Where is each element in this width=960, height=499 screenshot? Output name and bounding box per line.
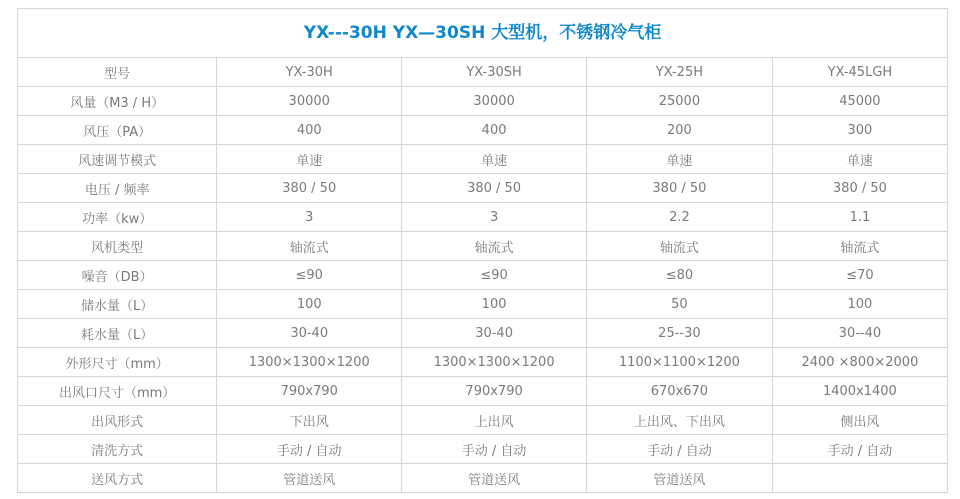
- table-row: [18, 377, 947, 406]
- spec-value-cell: 790x790: [402, 377, 587, 406]
- table-row: [18, 464, 947, 493]
- spec-value-cell: ≤90: [217, 261, 402, 290]
- table-row: [18, 145, 947, 174]
- table-row: [18, 406, 947, 435]
- spec-value-cell: 管道送风: [587, 464, 773, 493]
- spec-value-cell: 790x790: [217, 377, 402, 406]
- header-cell-model: YX-30SH: [402, 58, 587, 87]
- table-row: [18, 435, 947, 464]
- spec-value-cell: 手动 / 自动: [587, 435, 773, 464]
- spec-value-cell: 1100×1100×1200: [587, 348, 773, 377]
- spec-value-cell: 30000: [217, 87, 402, 116]
- spec-value-cell: 200: [587, 116, 773, 145]
- spec-value-cell: ≤70: [772, 261, 947, 290]
- spec-value-cell: 侧出风: [772, 406, 947, 435]
- spec-value-cell: 100: [772, 290, 947, 319]
- row-label: 风速调节模式: [18, 145, 217, 174]
- spec-value-cell: 3: [402, 203, 587, 232]
- header-cell-model: YX-45LGH: [772, 58, 947, 87]
- spec-value-cell: 1300×1300×1200: [402, 348, 587, 377]
- spec-value-cell: ≤80: [587, 261, 773, 290]
- spec-value-cell: 100: [402, 290, 587, 319]
- spec-value-cell: 50: [587, 290, 773, 319]
- table-row: [18, 116, 947, 145]
- table-header-row: [18, 58, 947, 87]
- spec-value-cell: 30000: [402, 87, 587, 116]
- row-label: 出风形式: [18, 406, 217, 435]
- spec-value-cell: 手动 / 自动: [217, 435, 402, 464]
- spec-value-cell: 30-40: [402, 319, 587, 348]
- spec-value-cell: 管道送风: [402, 464, 587, 493]
- spec-value-cell: [772, 464, 947, 493]
- spec-value-cell: 1400x1400: [772, 377, 947, 406]
- table-row: [18, 319, 947, 348]
- row-label: 出风口尺寸（mm）: [18, 377, 217, 406]
- spec-value-cell: 轴流式: [772, 232, 947, 261]
- spec-value-cell: 下出风: [217, 406, 402, 435]
- spec-value-cell: 3: [217, 203, 402, 232]
- table-row: [18, 348, 947, 377]
- row-label: 清洗方式: [18, 435, 217, 464]
- spec-value-cell: 1300×1300×1200: [217, 348, 402, 377]
- spec-value-cell: 单速: [587, 145, 773, 174]
- spec-value-cell: 380 / 50: [217, 174, 402, 203]
- spec-value-cell: 670x670: [587, 377, 773, 406]
- spec-value-cell: 单速: [402, 145, 587, 174]
- spec-value-cell: 轴流式: [217, 232, 402, 261]
- spec-value-cell: 手动 / 自动: [772, 435, 947, 464]
- row-label: 功率（kw）: [18, 203, 217, 232]
- spec-value-cell: 100: [217, 290, 402, 319]
- spec-value-cell: 轴流式: [587, 232, 773, 261]
- row-label: 储水量（L）: [18, 290, 217, 319]
- spec-value-cell: 手动 / 自动: [402, 435, 587, 464]
- spec-value-cell: 单速: [772, 145, 947, 174]
- row-label: 送风方式: [18, 464, 217, 493]
- row-label: 风机类型: [18, 232, 217, 261]
- row-label: 噪音（DB）: [18, 261, 217, 290]
- spec-value-cell: 25000: [587, 87, 773, 116]
- spec-value-cell: 400: [217, 116, 402, 145]
- spec-panel: [17, 8, 948, 493]
- spec-table-body: [18, 87, 947, 493]
- table-row: [18, 203, 947, 232]
- spec-value-cell: ≤90: [402, 261, 587, 290]
- spec-value-cell: 25--30: [587, 319, 773, 348]
- header-cell-label: 型号: [18, 58, 217, 87]
- table-row: [18, 232, 947, 261]
- row-label: 电压 / 频率: [18, 174, 217, 203]
- header-cell-model: YX-25H: [587, 58, 773, 87]
- row-label: 风量（M3 / H）: [18, 87, 217, 116]
- table-row: [18, 87, 947, 116]
- page-title: YX---30H YX—30SH 大型机，不锈钢冷气柜: [18, 9, 947, 58]
- spec-value-cell: 400: [402, 116, 587, 145]
- spec-value-cell: 1.1: [772, 203, 947, 232]
- spec-value-cell: 30-40: [217, 319, 402, 348]
- spec-value-cell: 380 / 50: [772, 174, 947, 203]
- spec-value-cell: 30--40: [772, 319, 947, 348]
- spec-value-cell: 轴流式: [402, 232, 587, 261]
- header-cell-model: YX-30H: [217, 58, 402, 87]
- spec-value-cell: 380 / 50: [402, 174, 587, 203]
- table-row: [18, 290, 947, 319]
- spec-value-cell: 45000: [772, 87, 947, 116]
- spec-value-cell: 2.2: [587, 203, 773, 232]
- spec-value-cell: 上出风、下出风: [587, 406, 773, 435]
- spec-value-cell: 2400 ×800×2000: [772, 348, 947, 377]
- row-label: 外形尺寸（mm）: [18, 348, 217, 377]
- row-label: 耗水量（L）: [18, 319, 217, 348]
- spec-value-cell: 380 / 50: [587, 174, 773, 203]
- spec-value-cell: 管道送风: [217, 464, 402, 493]
- table-row: [18, 261, 947, 290]
- spec-value-cell: 单速: [217, 145, 402, 174]
- spec-value-cell: 300: [772, 116, 947, 145]
- table-row: [18, 174, 947, 203]
- spec-table: [18, 58, 947, 492]
- spec-value-cell: 上出风: [402, 406, 587, 435]
- row-label: 风压（PA）: [18, 116, 217, 145]
